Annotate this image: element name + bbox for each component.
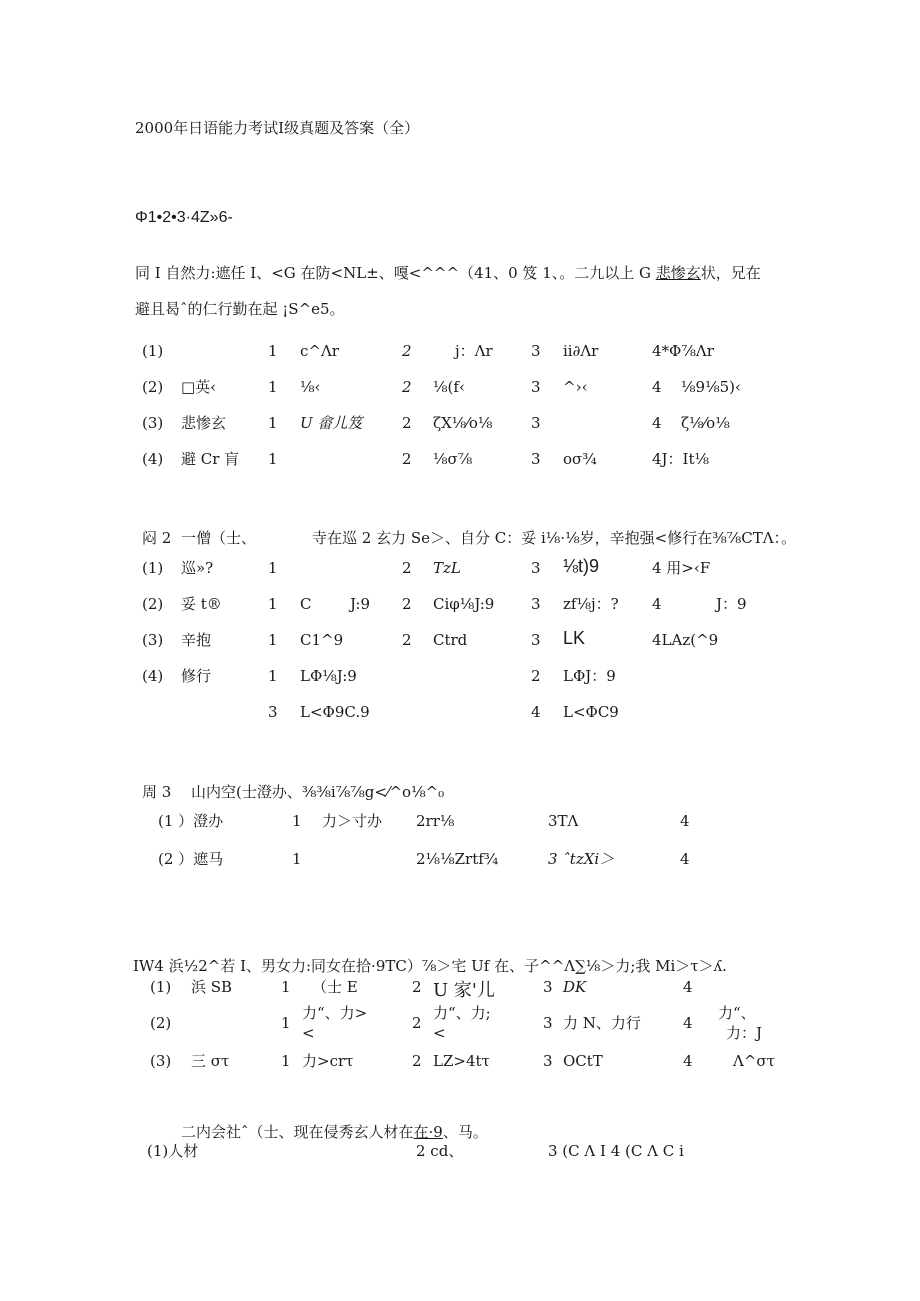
row-word: 避 Cr 肓	[181, 450, 240, 468]
option-2: TzL	[433, 559, 461, 577]
q3-instruction-text: 山内空(士澄办、⅜⅜i⅞⅞g<⁄^o⅛^₀	[191, 783, 445, 801]
option-3: OCtT	[563, 1052, 603, 1070]
option-2: LZ>4tτ	[433, 1052, 490, 1070]
option-number: 4	[683, 978, 693, 996]
option-2: 2 cd、	[416, 1142, 464, 1160]
question-label: 闷 2	[142, 529, 172, 547]
row-number: (3)	[150, 1052, 172, 1070]
option-3: 3TΛ	[548, 812, 579, 830]
option-number: 2	[412, 1052, 422, 1070]
q1-instruction-text: 同 I 自然力:遮任 I、<G 在防<NL±、嘎<^^^（41、0 笈 1、。二九以上 G	[135, 264, 656, 282]
row-word: □英‹	[181, 378, 217, 396]
option-number: 1	[268, 631, 278, 649]
option-1: （士 E	[312, 978, 358, 996]
option-1: c^Λr	[300, 342, 339, 360]
q4-instruction: IW4 浜½2^若 I、男女力:同女在拾·9TC）⅞＞宅 Uf 在、子^^Λ∑⅛＞力;我 Mi＞τ＞ʎ.	[133, 957, 727, 975]
row-number: (2 ）遮马	[158, 850, 224, 868]
row-number: (2)	[142, 378, 164, 396]
q2-instruction-text-a: 一僧（士、	[181, 529, 257, 547]
option-number: 1	[268, 667, 278, 685]
option-1-tail: J:9	[350, 595, 371, 613]
option-4: ⅛9⅛5)‹	[681, 378, 742, 396]
option-2: ⅛σ⅞	[433, 450, 473, 468]
option-number: 3	[531, 450, 541, 468]
option-3-4: 3 (C Λ I 4 (C Λ C i	[548, 1142, 684, 1160]
row-word: 浜 SB	[191, 978, 233, 996]
option-number: 2	[402, 342, 412, 360]
option-4: 4J：It⅛	[652, 450, 710, 468]
option-2: Ciφ⅛J:9	[433, 595, 495, 613]
option-4: ζ⅛⁄o⅛	[681, 414, 730, 432]
option-1: U 畲儿笈	[300, 414, 363, 432]
option-number: 4	[652, 595, 662, 613]
option-number: 4	[683, 1014, 693, 1032]
option-1: 力>crτ	[302, 1052, 354, 1070]
option-number: 3	[543, 1014, 553, 1032]
q1-underlined-word: 悲惨玄	[655, 264, 701, 282]
q5-instruction-tail: 、马。	[442, 1123, 488, 1141]
row-number: (4)	[142, 450, 164, 468]
option-number: 3	[531, 414, 541, 432]
option-number: 3	[268, 703, 278, 721]
row-number: (1)	[142, 342, 164, 360]
option-number: 3	[531, 559, 541, 577]
row-number: (1)	[142, 559, 164, 577]
option-3: ii∂Λr	[563, 342, 599, 360]
row-word: 悲惨玄	[181, 414, 227, 432]
row-number: (4)	[142, 667, 164, 685]
row-word: 三 στ	[191, 1052, 230, 1070]
option-1: LΦ⅛J:9	[300, 667, 357, 685]
row-number: (3)	[142, 414, 164, 432]
option-number: 1	[281, 1014, 291, 1032]
document-title: 2000年日语能力考试I级真题及答案（全）	[135, 119, 420, 137]
row-word: 辛抱	[181, 631, 212, 649]
question-label: 周 3	[142, 783, 172, 801]
q1-instruction-line2: 避且曷ˆ的仁行勤在起 ¡S^e5。	[135, 300, 345, 318]
option-number: 1	[268, 414, 278, 432]
q1-instruction	[135, 264, 761, 282]
option-3: 3 ˆtzXi＞	[548, 850, 615, 868]
option-2: 2⅛⅛Zrtf¾	[416, 850, 499, 868]
option-number: 4	[680, 850, 690, 868]
option-number: 1	[292, 850, 302, 868]
row-number: (1 ）澄办	[158, 812, 224, 830]
option-3: oσ¾	[563, 450, 597, 468]
option-4: 4 用>‹F	[652, 559, 711, 577]
option-4: 4LAz(^9	[652, 631, 719, 649]
option-number: 1	[281, 978, 291, 996]
option-number: 3	[531, 342, 541, 360]
option-number: 3	[543, 978, 553, 996]
option-number: 2	[412, 978, 422, 996]
option-3: ⅛t)9	[563, 556, 600, 576]
option-number: 3	[531, 595, 541, 613]
option-3: L<Φ9C.9	[300, 703, 370, 721]
option-1-line-1: 力“、力>	[302, 1004, 368, 1022]
option-number: 4	[531, 703, 541, 721]
row-number: (1)	[150, 978, 172, 996]
option-2-line-2: <	[433, 1024, 446, 1042]
option-4: Λ^στ	[733, 1052, 775, 1070]
option-3: DK	[563, 978, 587, 996]
option-number: 4	[652, 414, 662, 432]
option-number: 3	[543, 1052, 553, 1070]
option-2: U 家'儿	[433, 980, 495, 1001]
row-number: (3)	[142, 631, 164, 649]
option-2: ⅛(f‹	[433, 378, 465, 396]
option-number: 2	[402, 631, 412, 649]
q1-instruction-tail: 状，兄在	[700, 264, 761, 282]
option-number: 1	[268, 595, 278, 613]
option-number: 2	[412, 1014, 422, 1032]
section-heading: Φ1•2•3·4Z»6-	[135, 209, 233, 226]
option-number: 1	[268, 450, 278, 468]
option-2: LΦJ：9	[563, 667, 616, 685]
option-2: ζX⅛⁄o⅛	[433, 414, 493, 432]
option-2-line-1: 力“、力;	[433, 1004, 491, 1022]
option-3: ^›‹	[563, 378, 588, 396]
option-1: 力＞寸办	[322, 812, 383, 830]
option-number: 3	[531, 378, 541, 396]
option-number: 2	[402, 559, 412, 577]
q5-instruction	[181, 1123, 488, 1141]
option-3: zf⅛j：?	[563, 595, 619, 613]
option-1: C	[300, 595, 312, 613]
option-4: J：9	[716, 595, 747, 613]
option-4: L<ΦC9	[563, 703, 619, 721]
row-word: 巡»?	[181, 559, 214, 577]
row-word: 修行	[181, 667, 212, 685]
option-3: LK	[563, 628, 586, 648]
option-4-line-2: 力：J	[726, 1024, 763, 1042]
option-number: 3	[531, 631, 541, 649]
row-number: (2)	[150, 1014, 172, 1032]
option-2: j：Λr	[455, 342, 493, 360]
option-number: 1	[281, 1052, 291, 1070]
option-number: 2	[402, 378, 412, 396]
option-number: 4	[652, 378, 662, 396]
option-number: 4	[680, 812, 690, 830]
q5-underlined-word: 在·9	[413, 1123, 443, 1141]
option-number: 2	[402, 595, 412, 613]
option-3: 力 N、力行	[563, 1014, 641, 1032]
option-number: 4	[683, 1052, 693, 1070]
option-number: 1	[268, 342, 278, 360]
row-word: 妥 t®	[181, 595, 222, 613]
q2-instruction-text-b: 寺在巡 2 玄力 Se＞、自分 C：妥 i⅛·⅛岁，辛抱强<修行在⅜⅞CTΛ：。	[312, 529, 797, 547]
option-2: Ctrd	[433, 631, 468, 649]
option-number: 2	[402, 450, 412, 468]
option-1-line-2: <	[302, 1024, 315, 1042]
option-1: C1^9	[300, 631, 344, 649]
row-number: (2)	[142, 595, 164, 613]
option-number: 1	[268, 378, 278, 396]
option-number: 1	[292, 812, 302, 830]
option-2: 2rr⅛	[416, 812, 455, 830]
option-number: 2	[402, 414, 412, 432]
option-4-line-1: 力“、	[718, 1004, 756, 1022]
option-number: 2	[531, 667, 541, 685]
option-1: ⅛‹	[300, 378, 321, 396]
option-4: 4*Φ⅞Λr	[652, 342, 714, 360]
option-number: 1	[268, 559, 278, 577]
q5-instruction-text: 二内会社ˆ（士、现在侵秀玄人材在	[181, 1123, 414, 1141]
row-number: (1)人材	[147, 1142, 199, 1160]
